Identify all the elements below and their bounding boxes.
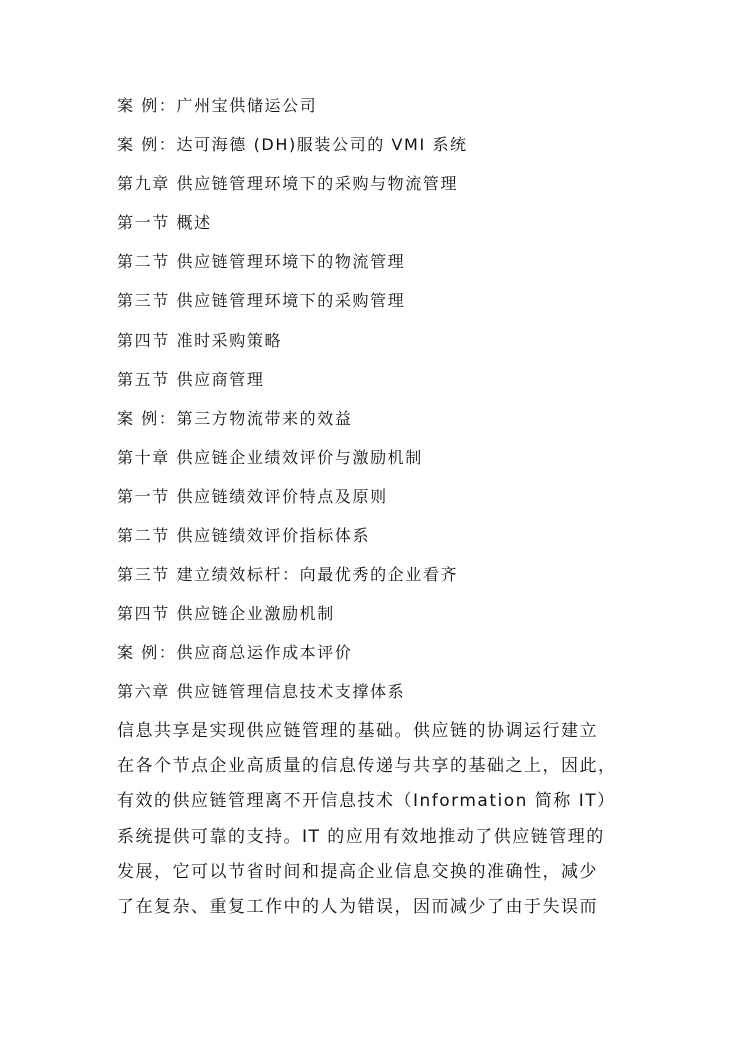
- paragraph-line: 系统提供可靠的支持。IT 的应用有效地推动了供应链管理的: [117, 826, 605, 847]
- toc-entry: 第四节 准时采购策略: [117, 330, 283, 350]
- paragraph-line: 有效的供应链管理离不开信息技术（Information 简称 IT）: [117, 791, 616, 812]
- paragraph-line: 在各个节点企业高质量的信息传递与共享的基础之上，因此，: [117, 756, 617, 777]
- toc-entry: 第四节 供应链企业激励机制: [117, 604, 335, 624]
- toc-entry: 第二节 供应链管理环境下的物流管理: [117, 252, 406, 272]
- toc-entry: 第六章 供应链管理信息技术支撑体系: [117, 682, 406, 702]
- toc-entry: 第一节 供应链绩效评价特点及原则: [117, 486, 388, 506]
- toc-entry: 第二节 供应链绩效评价指标体系: [117, 526, 371, 546]
- toc-entry: 第一节 概述: [117, 213, 212, 233]
- toc-entry: 案 例：第三方物流带来的效益: [117, 408, 353, 428]
- toc-entry: 案 例：供应商总运作成本评价: [117, 643, 353, 663]
- toc-entry: 第三节 供应链管理环境下的采购管理: [117, 291, 406, 311]
- body-paragraph: [117, 716, 637, 927]
- paragraph-line: 信息共享是实现供应链管理的基础。供应链的协调运行建立: [117, 721, 598, 741]
- toc-entry: 第三节 建立绩效标杆：向最优秀的企业看齐: [117, 565, 459, 585]
- toc-entry: 案 例：达可海德 (DH)服装公司的 VMI 系统: [117, 135, 468, 155]
- toc-entry: 第九章 供应链管理环境下的采购与物流管理: [117, 174, 459, 194]
- toc-entry: 第十章 供应链企业绩效评价与激励机制: [117, 447, 423, 467]
- toc-entry: 案 例：广州宝供储运公司: [117, 96, 318, 115]
- paragraph-line: 了在复杂、重复工作中的人为错误，因而减少了由于失误而: [117, 896, 598, 917]
- toc-entry: 第五节 供应商管理: [117, 369, 265, 389]
- table-of-contents: [117, 93, 677, 719]
- paragraph-line: 发展，它可以节省时间和提高企业信息交换的准确性，减少: [117, 861, 598, 882]
